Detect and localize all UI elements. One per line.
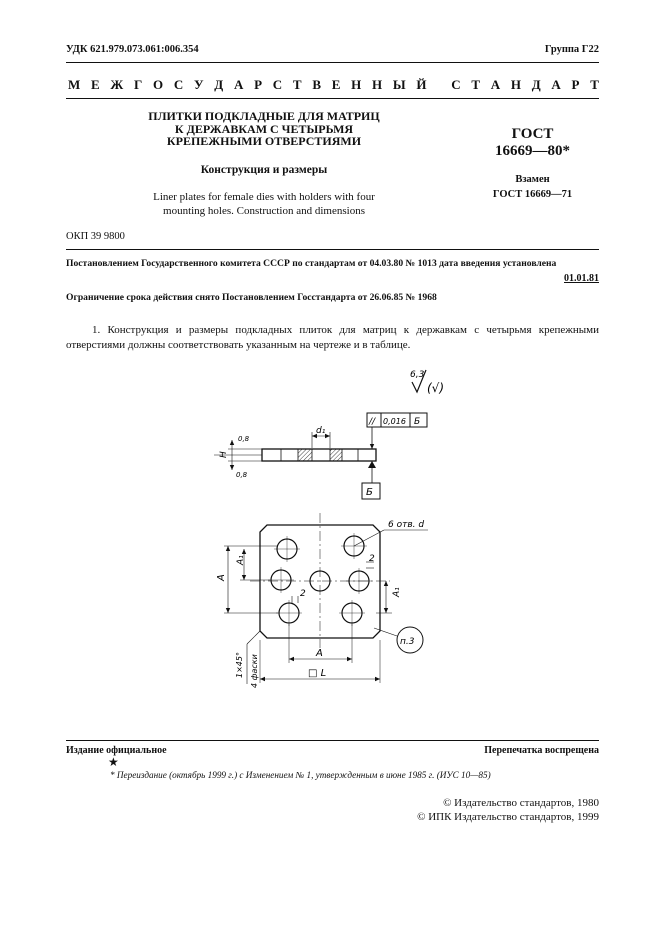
dim-A1-right: A₁ xyxy=(392,587,402,597)
replaces-label: Взамен xyxy=(515,174,550,185)
banner-letter: Ж xyxy=(110,77,124,92)
udk-code: УДК 621.979.073.061:006.354 xyxy=(66,44,199,55)
dim-A-horizontal: A xyxy=(316,648,323,659)
banner-letter: Й xyxy=(416,77,427,92)
holes-note: 6 отв. d xyxy=(388,520,425,530)
title-en-line2: mounting holes. Construction and dimensions xyxy=(163,204,365,217)
parallelism-symbol: // xyxy=(369,417,376,427)
banner-letter: Р xyxy=(571,77,580,92)
tolerance-datum: Б xyxy=(414,417,421,427)
banner-letter: Д xyxy=(531,77,541,92)
tolerance-value: 0,016 xyxy=(383,417,406,426)
banner-letter: В xyxy=(312,77,321,92)
chamfer-count: 4 фаски xyxy=(250,654,259,688)
banner-letter: Е xyxy=(331,77,341,92)
official-edition: Издание официальное xyxy=(66,745,167,756)
banner-letter: О xyxy=(153,77,164,92)
dim-A1-left: A₁ xyxy=(236,555,246,565)
copyright-1999: © ИПК Издательство стандартов, 1999 xyxy=(417,811,599,823)
dim-H: H xyxy=(219,451,229,458)
hole xyxy=(339,600,365,626)
banner-letter: А xyxy=(233,77,244,92)
title-en-line1: Liner plates for female dies with holders with four xyxy=(153,191,375,203)
chamfer-top: 0,8 xyxy=(238,435,250,443)
banner-letter: М xyxy=(68,77,81,92)
hole xyxy=(274,536,300,562)
banner-letter: Н xyxy=(372,77,383,92)
banner-letter: Г xyxy=(134,77,143,92)
banner-letter: Т xyxy=(590,77,599,92)
title-ru-line2: К ДЕРЖАВКАМ С ЧЕТЫРЬМЯ xyxy=(174,121,354,136)
banner-letter: С xyxy=(173,77,184,92)
hole xyxy=(268,567,294,593)
decree-text: Постановлением Государственного комитета СССР по стандартам от 04.03.80 № 1013 дата введения установлена xyxy=(66,258,557,269)
paragraph-1: 1. Конструкция и размеры подкладных плиток для матриц к державкам с четырьмя крепежными отверстиями должны соответствовать указанным на чертеже и в таблице. xyxy=(66,324,599,351)
gost-line1: ГОСТ xyxy=(511,126,554,142)
chamfer-note: 1×45° xyxy=(235,652,244,678)
dim-d1: d₁ xyxy=(316,426,326,436)
banner-letter: А xyxy=(551,77,561,92)
banner-letter: Н xyxy=(510,77,521,92)
banner-letter: Д xyxy=(214,77,224,92)
title-ru-line1: ПЛИТКИ ПОДКЛАДНЫЕ ДЛЯ МАТРИЦ xyxy=(148,109,380,123)
dim-2-top: 2 xyxy=(369,554,375,564)
roughness-value: 6,3 xyxy=(410,370,425,380)
star-icon: ★ xyxy=(108,755,119,769)
group-code: Группа Г22 xyxy=(544,44,599,55)
okp-code: ОКП 39 9800 xyxy=(66,231,125,242)
banner-letter: Р xyxy=(254,77,263,92)
hole xyxy=(346,568,372,594)
hole xyxy=(276,600,302,626)
banner-letter: С xyxy=(451,77,461,92)
reprint-prohibited: Перепечатка воспрещена xyxy=(484,745,599,756)
datum-label: Б xyxy=(366,487,373,498)
decree-date: 01.01.81 xyxy=(564,273,599,284)
banner-letter: Т xyxy=(471,77,480,92)
dim-L: □ L xyxy=(308,668,327,679)
banner-letter: А xyxy=(490,77,501,92)
footnote: * Переиздание (октябрь 1999 г.) с Изменением № 1, утвержденным в июне 1985 г. (ИУС 10—85) xyxy=(110,770,491,780)
footer-rule xyxy=(66,740,599,741)
chamfer-bottom: 0,8 xyxy=(236,471,248,479)
copyright-1980: © Издательство стандартов, 1980 xyxy=(443,797,599,809)
banner-letter: С xyxy=(272,77,283,92)
gost-line2: 16669—80* xyxy=(495,143,570,159)
banner-letter: У xyxy=(194,77,204,92)
subtitle-ru: Конструкция и размеры xyxy=(200,164,328,176)
note-ref: п.3 xyxy=(400,637,415,647)
title-ru-line3: КРЕПЕЖНЫМИ ОТВЕРСТИЯМИ xyxy=(166,134,362,148)
top-view xyxy=(216,513,428,688)
banner-letter: Е xyxy=(91,77,100,92)
roughness-paren: (√) xyxy=(427,381,445,395)
side-view xyxy=(214,426,380,499)
roughness-symbol xyxy=(410,370,444,395)
banner-letter: Н xyxy=(351,77,362,92)
banner-letter: Ы xyxy=(392,77,406,92)
tolerance-frame xyxy=(367,413,427,449)
dim-A-vertical: A xyxy=(216,574,227,581)
replaces-value: ГОСТ 16669—71 xyxy=(492,189,573,200)
dim-2-mid: 2 xyxy=(300,589,306,599)
limit-text: Ограничение срока действия снято Постановлением Госстандарта от 26.06.85 № 1968 xyxy=(66,292,437,303)
banner-letter: Т xyxy=(292,77,302,92)
